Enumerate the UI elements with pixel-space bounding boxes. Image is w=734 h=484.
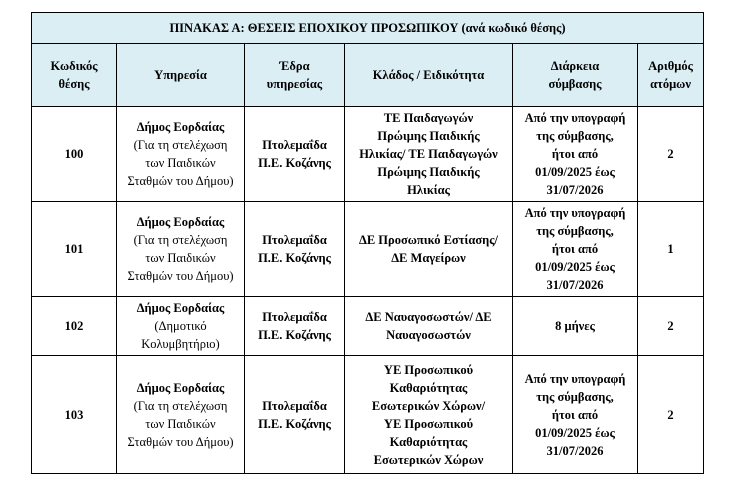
service-note-line: Σταθμών του Δήμου) [127, 434, 234, 449]
service-name: Δήμος Εορδαίας [136, 120, 225, 134]
seat-line: Πτολεμαΐδα [262, 138, 327, 152]
cell-code: 101 [32, 202, 117, 297]
header-code-line: θέσης [58, 77, 90, 91]
service-note-line: των Παιδικών [145, 251, 216, 265]
service-note-line: (Δημοτικό [154, 319, 207, 333]
seat-line: Π.Ε. Κοζάνης [258, 156, 331, 170]
duration-line: Από την υπογραφή [524, 206, 626, 220]
specialty-line: ΥΕ Προσωπικού [383, 416, 474, 431]
duration-line: 01/09/2025 έως [535, 260, 615, 274]
table-title: ΠΙΝΑΚΑΣ Α: ΘΕΣΕΙΣ ΕΠΟΧΙΚΟΥ ΠΡΟΣΩΠΙΚΟΥ (ανά κωδικό θέσης) [32, 13, 704, 44]
table-title-row [32, 13, 704, 44]
cell-specialty [345, 356, 513, 474]
table-row [32, 297, 704, 356]
specialty-line: Πρώιμης Παιδικής [377, 165, 480, 179]
duration-line: της σύμβασης, [536, 389, 614, 404]
specialty-line: Ηλικίας/ ΤΕ Παιδαγωγών [359, 147, 498, 161]
seat-line: Πτολεμαΐδα [262, 233, 327, 247]
header-specialty: Κλάδος / Ειδικότητα [345, 44, 513, 107]
cell-duration [513, 356, 638, 474]
specialty-line: ΤΕ Παιδαγωγών [383, 111, 474, 125]
service-name: Δήμος Εορδαίας [136, 215, 225, 229]
cell-count: 2 [638, 107, 704, 202]
duration-line: Από την υπογραφή [524, 111, 626, 125]
service-note-line: Σταθμών του Δήμου) [127, 269, 234, 283]
cell-code: 102 [32, 297, 117, 356]
cell-count: 2 [638, 297, 704, 356]
duration-line: 31/07/2026 [546, 183, 604, 197]
header-service: Υπηρεσία [117, 44, 245, 107]
specialty-line: Πρώιμης Παιδικής [377, 129, 480, 143]
header-code [32, 44, 117, 107]
service-note-line: των Παιδικών [145, 156, 216, 170]
cell-count: 2 [638, 356, 704, 474]
cell-seat [245, 356, 345, 474]
header-seat [245, 44, 345, 107]
cell-duration [513, 107, 638, 202]
positions-table [31, 12, 704, 474]
service-note-line: Κολυμβητήριο) [141, 337, 220, 351]
specialty-line: Καθαριότητας [389, 434, 468, 449]
cell-code: 100 [32, 107, 117, 202]
duration-line: Από την υπογραφή [524, 371, 626, 386]
cell-specialty [345, 202, 513, 297]
cell-duration [513, 297, 638, 356]
seat-line: Π.Ε. Κοζάνης [258, 328, 331, 342]
cell-service [117, 202, 245, 297]
cell-seat [245, 202, 345, 297]
duration-line: της σύμβασης, [536, 129, 614, 143]
cell-code: 103 [32, 356, 117, 474]
cell-service [117, 297, 245, 356]
duration-line: 31/07/2026 [546, 443, 604, 458]
duration-line: 31/07/2026 [546, 278, 604, 292]
specialty-line: ΔΕ Προσωπικό Εστίασης/ [359, 233, 498, 247]
specialty-line: Εσωτερικών Χώρων/ [371, 398, 486, 413]
cell-duration [513, 202, 638, 297]
cell-seat [245, 297, 345, 356]
specialty-line: ΔΕ Ναυαγοσωστών/ ΔΕ [365, 310, 492, 324]
service-note-line: Σταθμών του Δήμου) [127, 174, 234, 188]
cell-count: 1 [638, 202, 704, 297]
specialty-line: ΥΕ Προσωπικού [383, 362, 474, 377]
service-name: Δήμος Εορδαίας [136, 380, 225, 395]
specialty-line: Ναυαγοσωστών [386, 328, 471, 342]
service-note-line: (Για τη στελέχωση [133, 138, 228, 152]
table-row [32, 107, 704, 202]
header-count [638, 44, 704, 107]
cell-specialty [345, 297, 513, 356]
service-note-line: των Παιδικών [145, 416, 216, 431]
header-seat-line: Έδρα [279, 59, 310, 73]
cell-seat [245, 107, 345, 202]
table-row [32, 202, 704, 297]
header-row [32, 44, 704, 107]
duration-line: ήτοι από [551, 147, 599, 161]
specialty-line: Καθαριότητας [389, 380, 468, 395]
header-count-line: Αριθμός [648, 59, 693, 73]
seat-line: Π.Ε. Κοζάνης [258, 416, 331, 431]
header-count-line: ατόμων [650, 77, 691, 91]
specialty-line: ΔΕ Μαγείρων [391, 251, 466, 265]
cell-service [117, 356, 245, 474]
header-duration [513, 44, 638, 107]
header-duration-line: Διάρκεια [550, 59, 600, 73]
cell-service [117, 107, 245, 202]
duration-line: ήτοι από [551, 242, 599, 256]
seat-line: Πτολεμαΐδα [262, 398, 327, 413]
duration-line: 01/09/2025 έως [535, 165, 615, 179]
specialty-line: Εσωτερικών Χώρων [373, 452, 484, 467]
specialty-line: Ηλικίας [407, 183, 450, 197]
header-duration-line: σύμβασης [548, 77, 602, 91]
duration-line: 8 μήνες [555, 319, 595, 333]
service-name: Δήμος Εορδαίας [136, 301, 225, 315]
service-note-line: (Για τη στελέχωση [133, 233, 228, 247]
duration-line: ήτοι από [551, 407, 599, 422]
header-code-line: Κωδικός [50, 59, 98, 73]
duration-line: 01/09/2025 έως [535, 425, 615, 440]
seat-line: Πτολεμαΐδα [262, 310, 327, 324]
table-row [32, 356, 704, 474]
seat-line: Π.Ε. Κοζάνης [258, 251, 331, 265]
duration-line: της σύμβασης, [536, 224, 614, 238]
header-seat-line: υπηρεσίας [266, 77, 323, 91]
service-note-line: (Για τη στελέχωση [133, 398, 228, 413]
cell-specialty [345, 107, 513, 202]
